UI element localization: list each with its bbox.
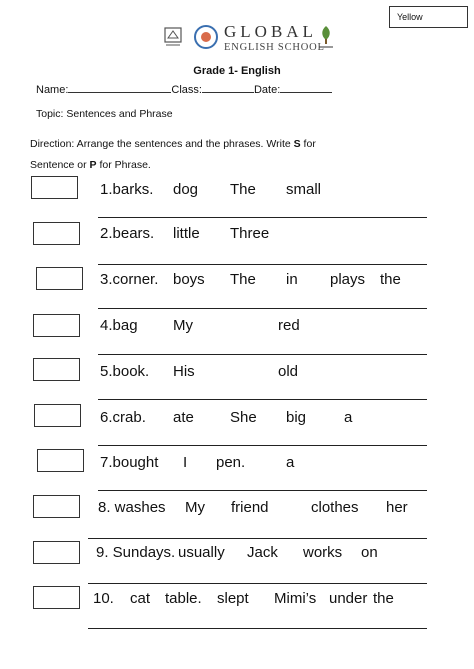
word: red [278,317,300,334]
answer-line-1[interactable] [98,217,427,218]
word: 2.bears. [100,225,155,242]
word: She [230,409,257,426]
answer-box-8[interactable] [33,495,80,518]
word: The [230,271,256,288]
direction-text: Direction: Arrange the sentences and the phrases. Write [30,138,294,150]
answer-box-3[interactable] [36,267,83,290]
word: 8. washes [98,499,166,516]
answer-line-3[interactable] [98,308,427,309]
sentence-letter: S [293,138,301,150]
school-name-line2: ENGLISH SCHOOL [224,42,325,53]
answer-line-5[interactable] [98,399,427,400]
school-seal-icon [194,25,218,49]
answer-box-4[interactable] [33,314,80,337]
word: 4.bag [100,317,138,334]
word: table. [165,590,202,607]
word: 6.crab. [100,409,146,426]
answer-line-8[interactable] [88,538,427,539]
word: My [185,499,205,516]
school-crest-icon [163,26,183,48]
word: 3.corner. [100,271,159,288]
word: works [303,544,343,561]
word: The [230,181,256,198]
answer-box-6[interactable] [34,404,81,427]
word: clothes [311,499,359,516]
word: a [286,454,295,471]
word: Three [230,225,270,242]
word: I [183,454,188,471]
word: pen. [216,454,246,471]
date-label: Date: [253,84,281,96]
word: boys [173,271,205,288]
topic: Topic: Sentences and Phrase [36,108,173,120]
answer-box-7[interactable] [37,449,84,472]
answer-box-9[interactable] [33,541,80,564]
word: dog [173,181,199,198]
word: Jack [247,544,278,561]
phrase-letter: P [89,159,97,171]
word: the [373,590,394,607]
word: 7.bought [100,454,159,471]
word: 5.book. [100,363,150,380]
direction-text: for Phrase. [96,159,151,171]
word: plays [330,271,366,288]
student-info-row [36,83,332,96]
class-label: Class: [171,84,202,96]
answer-line-10[interactable] [88,628,427,629]
name-field[interactable] [68,83,171,93]
word: old [278,363,299,380]
direction-text: Sentence or [30,159,90,171]
word: 1.barks. [100,181,154,198]
word: slept [217,590,249,607]
word: the [380,271,401,288]
name-label: Name: [36,84,69,96]
answer-line-9[interactable] [88,583,427,584]
word: big [286,409,307,426]
answer-box-2[interactable] [33,222,80,245]
answer-line-4[interactable] [98,354,427,355]
page-title: Grade 1- English [193,65,281,77]
word: under [329,590,368,607]
word: small [286,181,322,198]
class-field[interactable] [202,83,254,93]
word: ate [173,409,194,426]
word: on [361,544,378,561]
word: His [173,363,195,380]
level-tag: Yellow [389,6,468,28]
word: a [344,409,353,426]
word: My [173,317,193,334]
word: usually [178,544,225,561]
word: little [173,225,200,242]
word: 10. [93,590,114,607]
word: in [286,271,298,288]
word: her [386,499,408,516]
word: friend [231,499,269,516]
answer-box-10[interactable] [33,586,80,609]
school-name-line1: GLOBAL [224,22,317,41]
word: Mimi’s [274,590,317,607]
answer-line-7[interactable] [98,490,427,491]
ministry-emblem-icon [317,24,335,50]
answer-box-5[interactable] [33,358,80,381]
answer-line-6[interactable] [98,445,427,446]
date-field[interactable] [280,83,332,93]
answer-line-2[interactable] [98,264,427,265]
word: 9. Sundays. [96,544,176,561]
word: cat [130,590,151,607]
answer-box-1[interactable] [31,176,78,199]
direction-text: for [300,138,316,150]
directions [30,134,340,176]
